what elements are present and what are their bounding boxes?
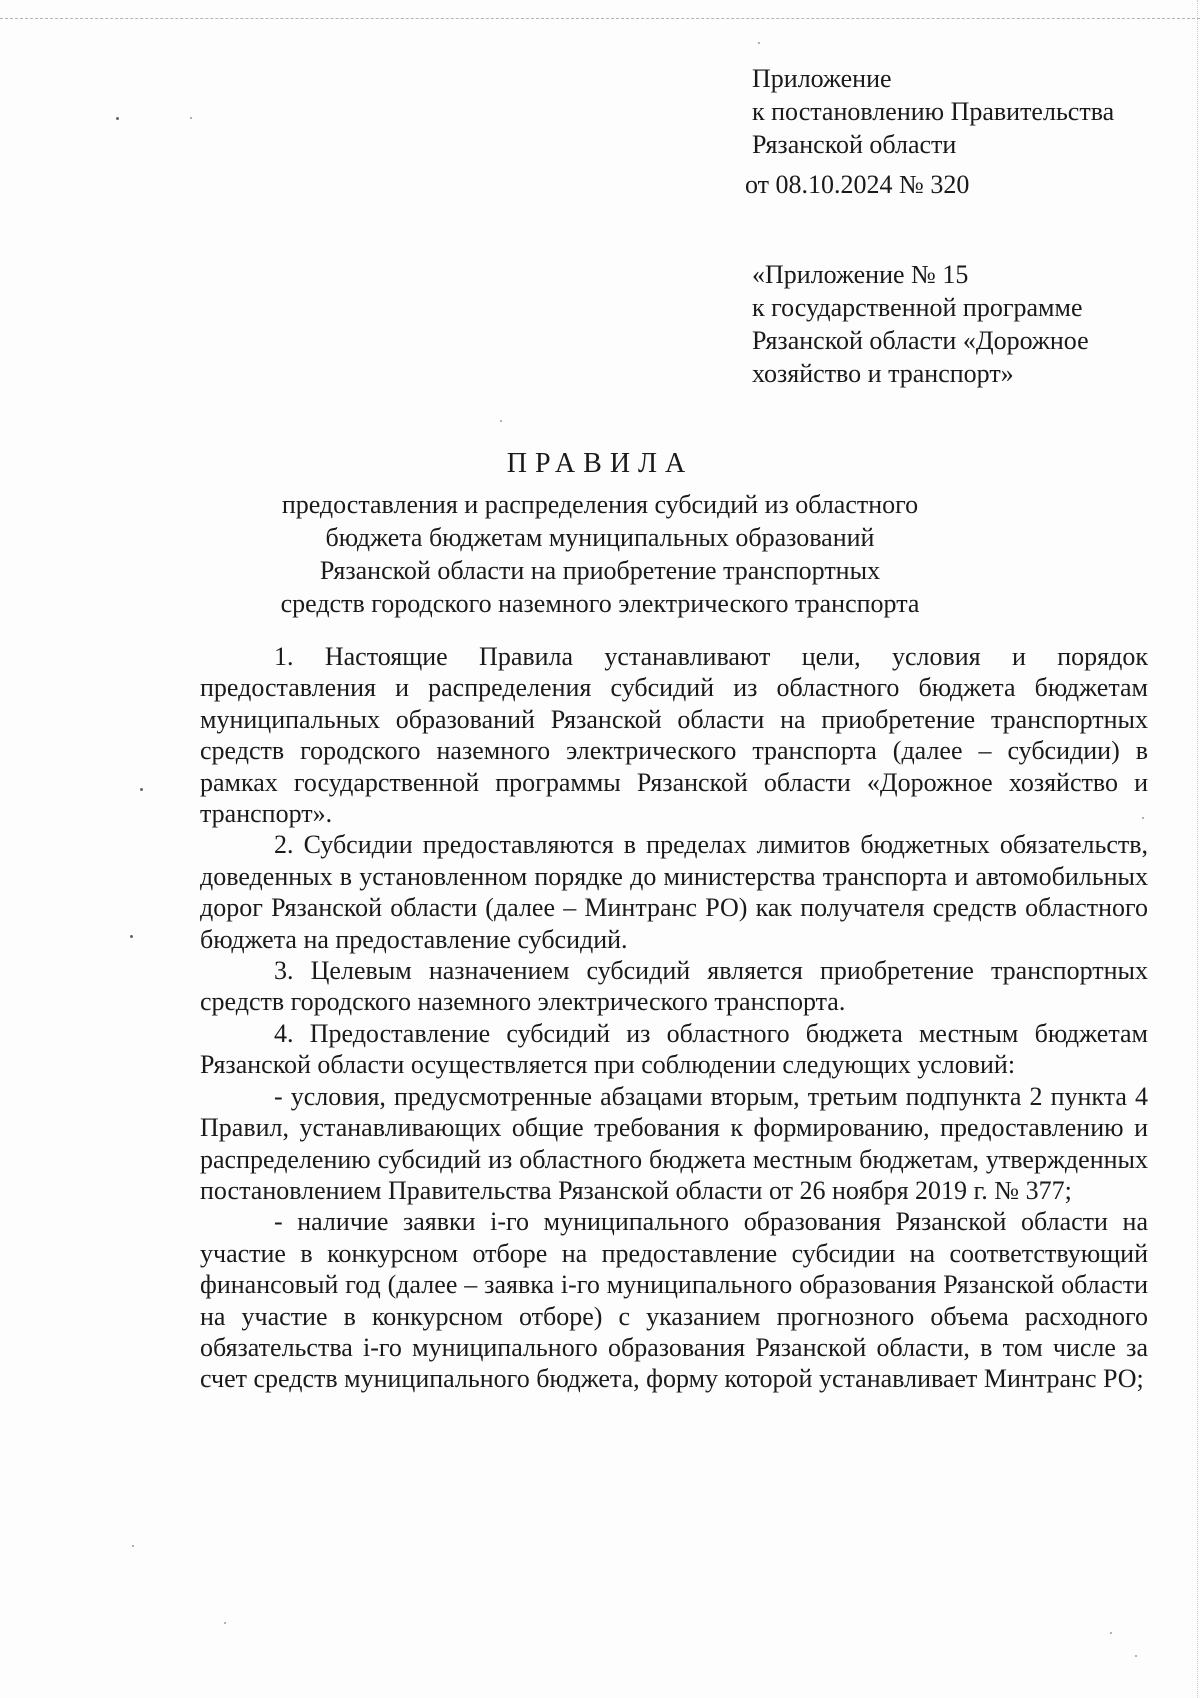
scan-speck bbox=[758, 42, 760, 44]
scan-speck bbox=[116, 117, 119, 120]
condition-item-1: - условия, предусмотренные абзацами вторым, третьим подпункта 2 пункта 4 Правил, устанавливающих общие требования к формированию, предоставлению и распределению субсидий из областного бюджета местным бюджетам, утвержденных постановлением Правительства Рязанской области от 26 ноября 2019 г. № 377; bbox=[200, 1081, 1148, 1205]
scan-edge-top bbox=[0, 18, 1200, 19]
approval-line: Рязанской области bbox=[752, 130, 957, 159]
annex-line: Рязанской области «Дорожное bbox=[752, 326, 1089, 355]
subtitle-line: предоставления и распределения субсидий из областного bbox=[281, 490, 919, 519]
document-title: ПРАВИЛА bbox=[506, 448, 694, 479]
scan-speck bbox=[130, 935, 133, 938]
approval-header bbox=[752, 62, 1114, 161]
scan-speck bbox=[224, 1622, 226, 1624]
scan-speck bbox=[132, 1545, 134, 1547]
scan-speck bbox=[1135, 1655, 1137, 1657]
annex-header bbox=[752, 258, 1089, 390]
paragraph-1: 1. Настоящие Правила устанавливают цели, условия и порядок предоставления и распределения субсидий из областного бюджета бюджетам муниципальных образований Рязанской области на приобретение транспортных средств городского наземного электрического транспорта (далее – субсидии) в рамках государственной программы Рязанской области «Дорожное хозяйство и транспорт». bbox=[200, 642, 1148, 829]
subtitle-line: бюджета бюджетам муниципальных образований bbox=[325, 523, 875, 552]
condition-item-2: - наличие заявки i-го муниципального образования Рязанской области на участие в конкурсном отборе на предоставление субсидии на соответствующий финансовый год (далее – заявка i-го муниципального образования Рязанской области на участие в конкурсном отборе) с указанием прогнозного объема расходного обязательства i-го муниципального образования Рязанской области, в том числе за счет средств муниципального бюджета, форму которой устанавливает Минтранс РО; bbox=[200, 1207, 1148, 1394]
subtitle-line: Рязанской области на приобретение транспортных bbox=[319, 556, 881, 585]
scan-speck bbox=[190, 117, 192, 119]
scan-speck bbox=[500, 420, 502, 422]
scan-speck bbox=[1110, 1632, 1112, 1634]
annex-line: хозяйство и транспорт» bbox=[752, 359, 1014, 388]
paragraph-2: 2. Субсидии предоставляются в пределах лимитов бюджетных обязательств, доведенных в установленном порядке до министерства транспорта и автомобильных дорог Рязанской области (далее – Минтранс РО) как получателя средств областного бюджета на предоставление субсидий. bbox=[200, 830, 1148, 954]
document-body bbox=[200, 641, 1148, 1395]
annex-line: «Приложение № 15 bbox=[752, 260, 969, 289]
annex-line: к государственной программе bbox=[752, 293, 1083, 322]
title-block bbox=[160, 446, 1040, 620]
paragraph-4: 4. Предоставление субсидий из областного бюджета местным бюджетам Рязанской области осуществляется при соблюдении следующих условий: bbox=[200, 1018, 1148, 1080]
scan-speck bbox=[140, 788, 143, 791]
approval-line: к постановлению Правительства bbox=[752, 97, 1115, 126]
document-subtitle bbox=[160, 488, 1040, 620]
scan-edge-right bbox=[1197, 0, 1198, 1698]
paragraph-3: 3. Целевым назначением субсидий является приобретение транспортных средств городского наземного электрического транспорта. bbox=[200, 956, 1148, 1017]
subtitle-line: средств городского наземного электрического транспорта bbox=[280, 589, 920, 618]
approval-date: от 08.10.2024 № 320 bbox=[745, 170, 970, 199]
approval-line: Приложение bbox=[752, 64, 892, 93]
